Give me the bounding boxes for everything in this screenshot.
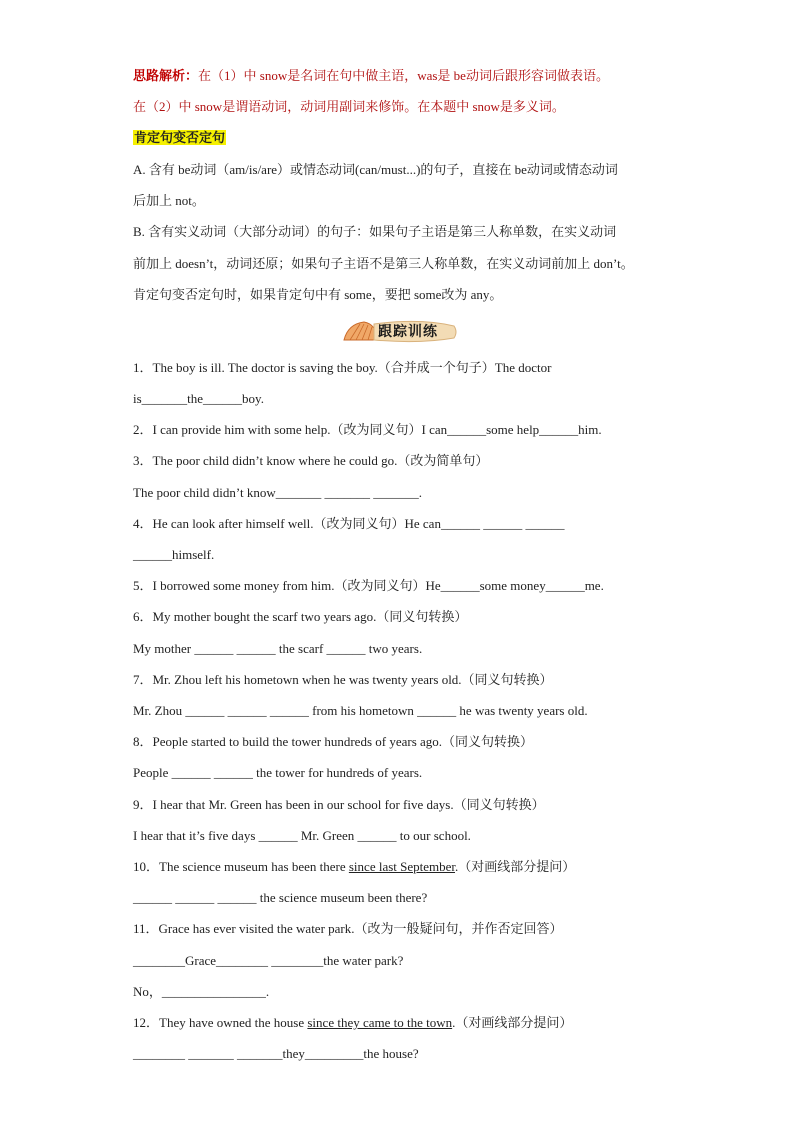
rule-note: 肯定句变否定句时，如果肯定句中有 some，要把 some改为 any。 <box>133 287 503 302</box>
exercise-3-line-1: 3．The poor child didn’t know where he could go.（改为简单句） <box>133 453 489 468</box>
exercise-9-line-2: I hear that it’s five days ______ Mr. Green ______ to our school. <box>133 828 471 843</box>
analysis-text-1: 在（1）中 snow是名词在句中做主语，was是 be动词后跟形容词做表语。 <box>198 68 609 83</box>
exercise-4-line-2: ______himself. <box>133 547 215 562</box>
exercise-6-line-2: My mother ______ ______ the scarf ______ two years. <box>133 641 423 656</box>
exercise-4-line-1: 4．He can look after himself well.（改为同义句）He can______ ______ ______ <box>133 516 565 531</box>
rule-b-line-2: 前加上 doesn’t，动词还原；如果句子主语不是第三人称单数，在实义动词前加上 don’t。 <box>133 256 634 271</box>
exercise-6-line-1: 6．My mother bought the scarf two years ago.（同义句转换） <box>133 609 468 624</box>
exercise-11-line-1: 11．Grace has ever visited the water park.（改为一般疑问句，并作否定回答） <box>133 921 563 936</box>
exercise-1-line-1: 1．The boy is ill. The doctor is saving the boy.（合并成一个句子）The doctor <box>133 360 552 375</box>
exercise-7-line-2: Mr. Zhou ______ ______ ______ from his hometown ______ he was twenty years old. <box>133 703 588 718</box>
exercise-7-line-1: 7．Mr. Zhou left his hometown when he was twenty years old.（同义句转换） <box>133 672 553 687</box>
exercise-11-line-3: No，________________. <box>133 984 270 999</box>
exercise-11-line-2: ________Grace________ ________the water park? <box>133 953 404 968</box>
exercise-12-underlined: since they came to the town <box>307 1015 453 1030</box>
section-title: 肯定句变否定句 <box>134 130 226 145</box>
exercise-1-line-2: is_______the______boy. <box>133 391 264 406</box>
section-title-line <box>133 129 226 147</box>
analysis-label: 思路解析： <box>133 68 199 83</box>
analysis-line-2: 在（2）中 snow是谓语动词，动词用副词来修饰。在本题中 snow是多义词。 <box>133 99 565 114</box>
rule-a-line-1: A. 含有 be动词（am/is/are）或情态动词(can/must...)的句子，直接在 be动词或情态动词 <box>133 162 618 177</box>
exercise-12-line-2: ________ _______ _______they_________the house? <box>133 1046 419 1061</box>
exercise-8-line-1: 8．People started to build the tower hundreds of years ago.（同义句转换） <box>133 734 534 749</box>
exercise-9-line-1: 9．I hear that Mr. Green has been in our school for five days.（同义句转换） <box>133 797 545 812</box>
exercise-3-line-2: The poor child didn’t know_______ _______ _______. <box>133 485 422 500</box>
exercise-10-line-2: ______ ______ ______ the science museum been there? <box>133 890 428 905</box>
rule-a-line-2: 后加上 not。 <box>133 193 205 208</box>
exercise-10-underlined: since last September <box>348 859 456 874</box>
exercise-2-line-1: 2．I can provide him with some help.（改为同义句）I can______some help______him. <box>133 422 602 437</box>
exercise-12-instruction: .（对画线部分提问） <box>452 1015 573 1030</box>
exercise-10-instruction: .（对画线部分提问） <box>455 859 576 874</box>
exercise-12-line-1 <box>133 1014 572 1032</box>
analysis-line-1 <box>133 67 609 85</box>
exercise-10-line-1 <box>133 858 575 876</box>
exercise-8-line-2: People ______ ______ the tower for hundreds of years. <box>133 765 423 780</box>
exercise-12-text: 12．They have owned the house <box>133 1015 308 1030</box>
banner-title: 跟踪训练 <box>378 325 438 340</box>
exercise-5-line-1: 5．I borrowed some money from him.（改为同义句）He______some money______me. <box>133 578 604 593</box>
exercise-10-text: 10．The science museum has been there <box>133 859 349 874</box>
rule-b-line-1: B. 含有实义动词（大部分动词）的句子：如果句子主语是第三人称单数，在实义动词 <box>133 224 617 239</box>
